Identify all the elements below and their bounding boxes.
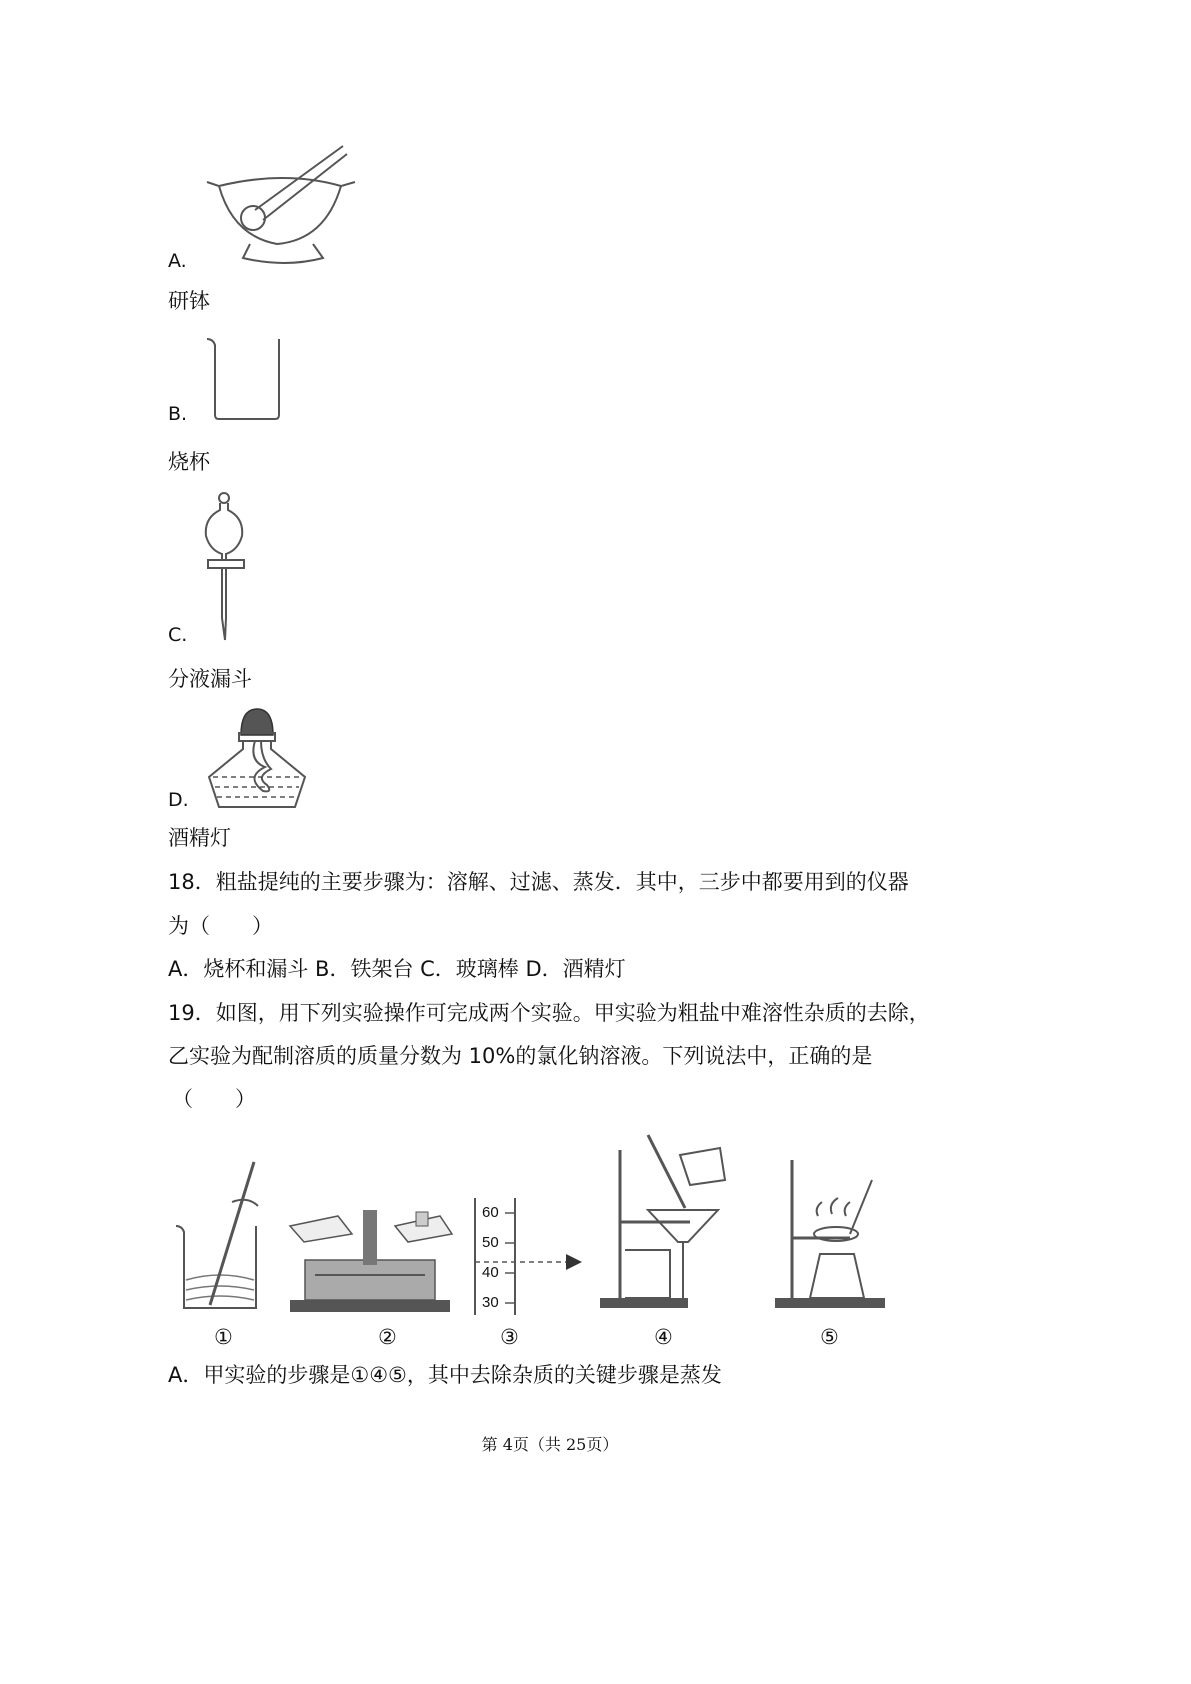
figure-label-3: ③ xyxy=(500,1325,519,1349)
q18-options: A．烧杯和漏斗 B．铁架台 C．玻璃棒 D．酒精灯 xyxy=(168,957,626,981)
option-b-letter: B. xyxy=(168,403,188,425)
page-footer: 第 4页（共 25页） xyxy=(481,1435,619,1454)
figure-label-1: ① xyxy=(214,1325,233,1349)
separatory-funnel-icon xyxy=(200,490,250,645)
q19-stem-line2: 乙实验为配制溶质的质量分数为 10%的氯化钠溶液。下列说法中，正确的是 xyxy=(168,1044,873,1068)
experiment-figure xyxy=(170,1130,890,1355)
cylinder-tick-60: 60 xyxy=(482,1204,499,1221)
cylinder-tick-40: 40 xyxy=(482,1264,499,1281)
beaker-icon xyxy=(205,335,285,425)
option-a-letter: A. xyxy=(168,250,187,272)
q19-option-a: A．甲实验的步骤是①④⑤，其中去除杂质的关键步骤是蒸发 xyxy=(168,1363,722,1387)
q18-stem-line1: 18．粗盐提纯的主要步骤为：溶解、过滤、蒸发．其中，三步中都要用到的仪器 xyxy=(168,870,909,894)
filtration-icon xyxy=(600,1135,725,1308)
option-c-letter: C. xyxy=(168,624,188,646)
figure-label-4: ④ xyxy=(654,1325,673,1349)
option-a-label: 研钵 xyxy=(168,289,210,313)
q19-stem-line3: （ ） xyxy=(172,1087,256,1111)
cylinder-tick-50: 50 xyxy=(482,1234,499,1251)
mortar-pestle-icon xyxy=(205,140,365,275)
q18-stem-line2: 为（ ） xyxy=(168,914,273,938)
q19-stem-line1: 19．如图，用下列实验操作可完成两个实验。甲实验为粗盐中难溶性杂质的去除， xyxy=(168,1001,930,1025)
figure-label-5: ⑤ xyxy=(820,1325,839,1349)
balance-icon xyxy=(290,1210,452,1312)
evaporation-icon xyxy=(775,1160,885,1308)
option-c-label: 分液漏斗 xyxy=(168,667,252,691)
option-d-letter: D. xyxy=(168,789,189,811)
dissolving-icon xyxy=(176,1162,258,1308)
alcohol-lamp-icon xyxy=(205,705,310,810)
option-d-label: 酒精灯 xyxy=(168,826,231,850)
option-b-label: 烧杯 xyxy=(168,450,210,474)
figure-label-2: ② xyxy=(378,1325,397,1349)
cylinder-tick-30: 30 xyxy=(482,1294,499,1311)
